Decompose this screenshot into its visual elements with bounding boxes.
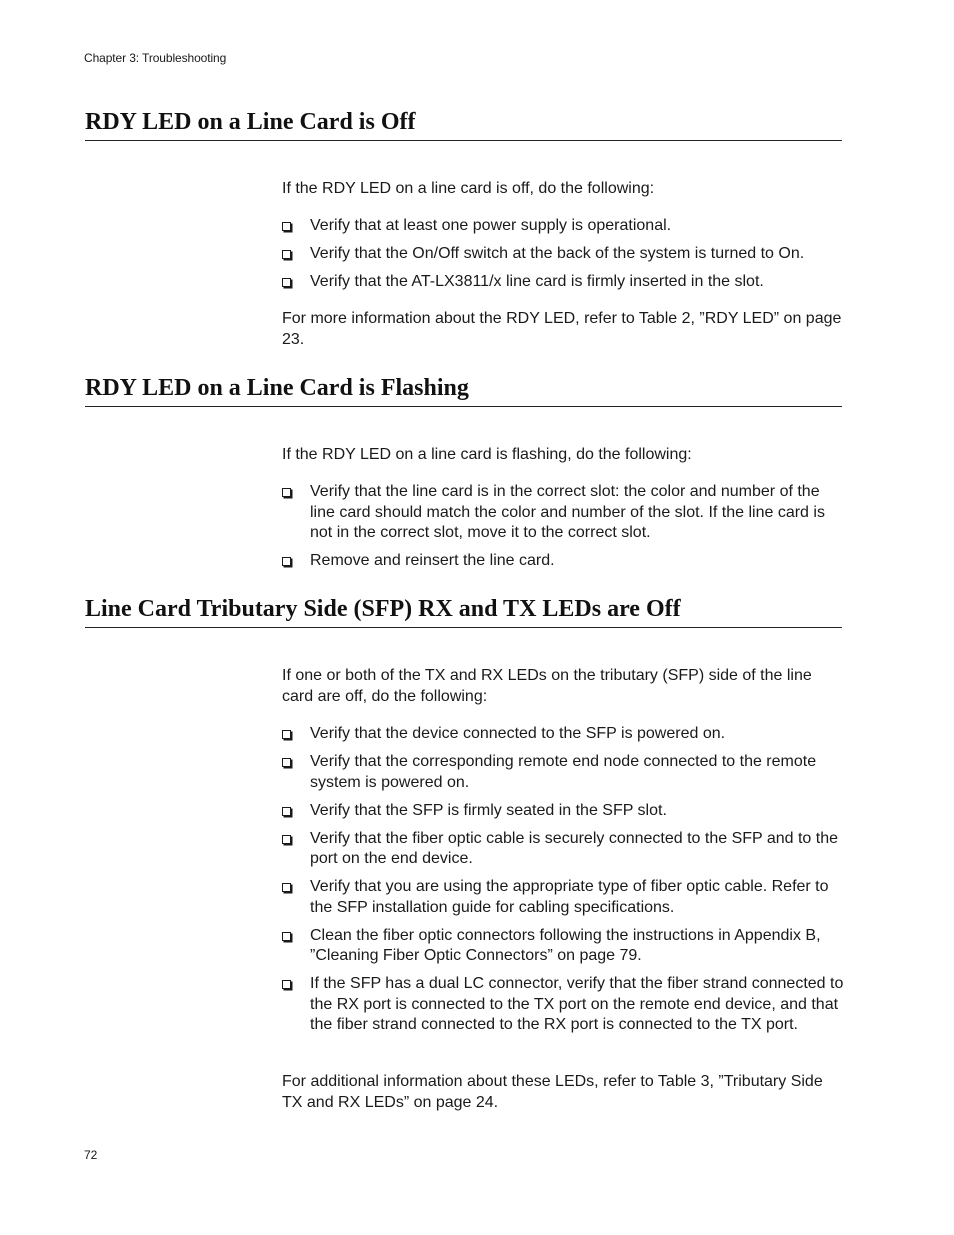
list-item: Verify that at least one power supply is operational. (282, 216, 847, 237)
list-item: Remove and reinsert the line card. (282, 551, 847, 572)
list-item: Verify that the On/Off switch at the back of the system is turned to On. (282, 244, 847, 265)
section-closing: For more information about the RDY LED, refer to Table 2, ”RDY LED” on page 23. (282, 310, 842, 348)
page-number: 72 (84, 1148, 98, 1162)
list-item: Verify that the fiber optic cable is securely connected to the SFP and to the port on the end device. (282, 829, 847, 870)
checkbox-bullet-icon (282, 557, 291, 566)
section-intro: If the RDY LED on a line card is off, do the following: (282, 180, 655, 197)
section-heading-sfp-leds-off: Line Card Tributary Side (SFP) RX and TX LEDs are Off (85, 596, 842, 628)
checkbox-bullet-icon (282, 758, 291, 767)
list-item: Verify that the line card is in the correct slot: the color and number of the line card should match the color and number of the slot. If the line card is not in the correct slot, move it to the correct slot. (282, 482, 847, 544)
checkbox-bullet-icon (282, 932, 291, 941)
list-item: Clean the fiber optic connectors following the instructions in Appendix B, ”Cleaning Fiber Optic Connectors” on page 79. (282, 926, 847, 967)
checkbox-bullet-icon (282, 222, 291, 231)
list-item: Verify that you are using the appropriate type of fiber optic cable. Refer to the SFP installation guide for cabling specifications. (282, 877, 847, 918)
section-heading-rdy-flashing: RDY LED on a Line Card is Flashing (85, 375, 842, 407)
section-intro: If the RDY LED on a line card is flashing, do the following: (282, 446, 692, 463)
list-item: Verify that the SFP is firmly seated in the SFP slot. (282, 801, 847, 822)
list-item: Verify that the device connected to the SFP is powered on. (282, 724, 847, 745)
section-closing: For additional information about these LEDs, refer to Table 3, ”Tributary Side TX and RX LEDs” on page 24. (282, 1073, 823, 1111)
checkbox-bullet-icon (282, 807, 291, 816)
running-head: Chapter 3: Troubleshooting (84, 51, 227, 65)
checkbox-bullet-icon (282, 730, 291, 739)
checkbox-bullet-icon (282, 488, 291, 497)
bullet-list (282, 724, 847, 1036)
list-item: If the SFP has a dual LC connector, verify that the fiber strand connected to the RX port is connected to the TX port on the remote end device, and that the fiber strand connected to the RX port is connected to the TX port. (282, 974, 847, 1036)
checkbox-bullet-icon (282, 980, 291, 989)
list-item: Verify that the AT-LX3811/x line card is firmly inserted in the slot. (282, 272, 847, 293)
section-intro: If one or both of the TX and RX LEDs on the tributary (SFP) side of the line card are off, do the following: (282, 667, 812, 705)
bullet-list (282, 482, 847, 572)
checkbox-bullet-icon (282, 250, 291, 259)
section-heading-rdy-off: RDY LED on a Line Card is Off (85, 109, 842, 141)
list-item: Verify that the corresponding remote end node connected to the remote system is powered on. (282, 752, 847, 793)
bullet-list (282, 216, 847, 293)
checkbox-bullet-icon (282, 278, 291, 287)
checkbox-bullet-icon (282, 883, 291, 892)
checkbox-bullet-icon (282, 835, 291, 844)
